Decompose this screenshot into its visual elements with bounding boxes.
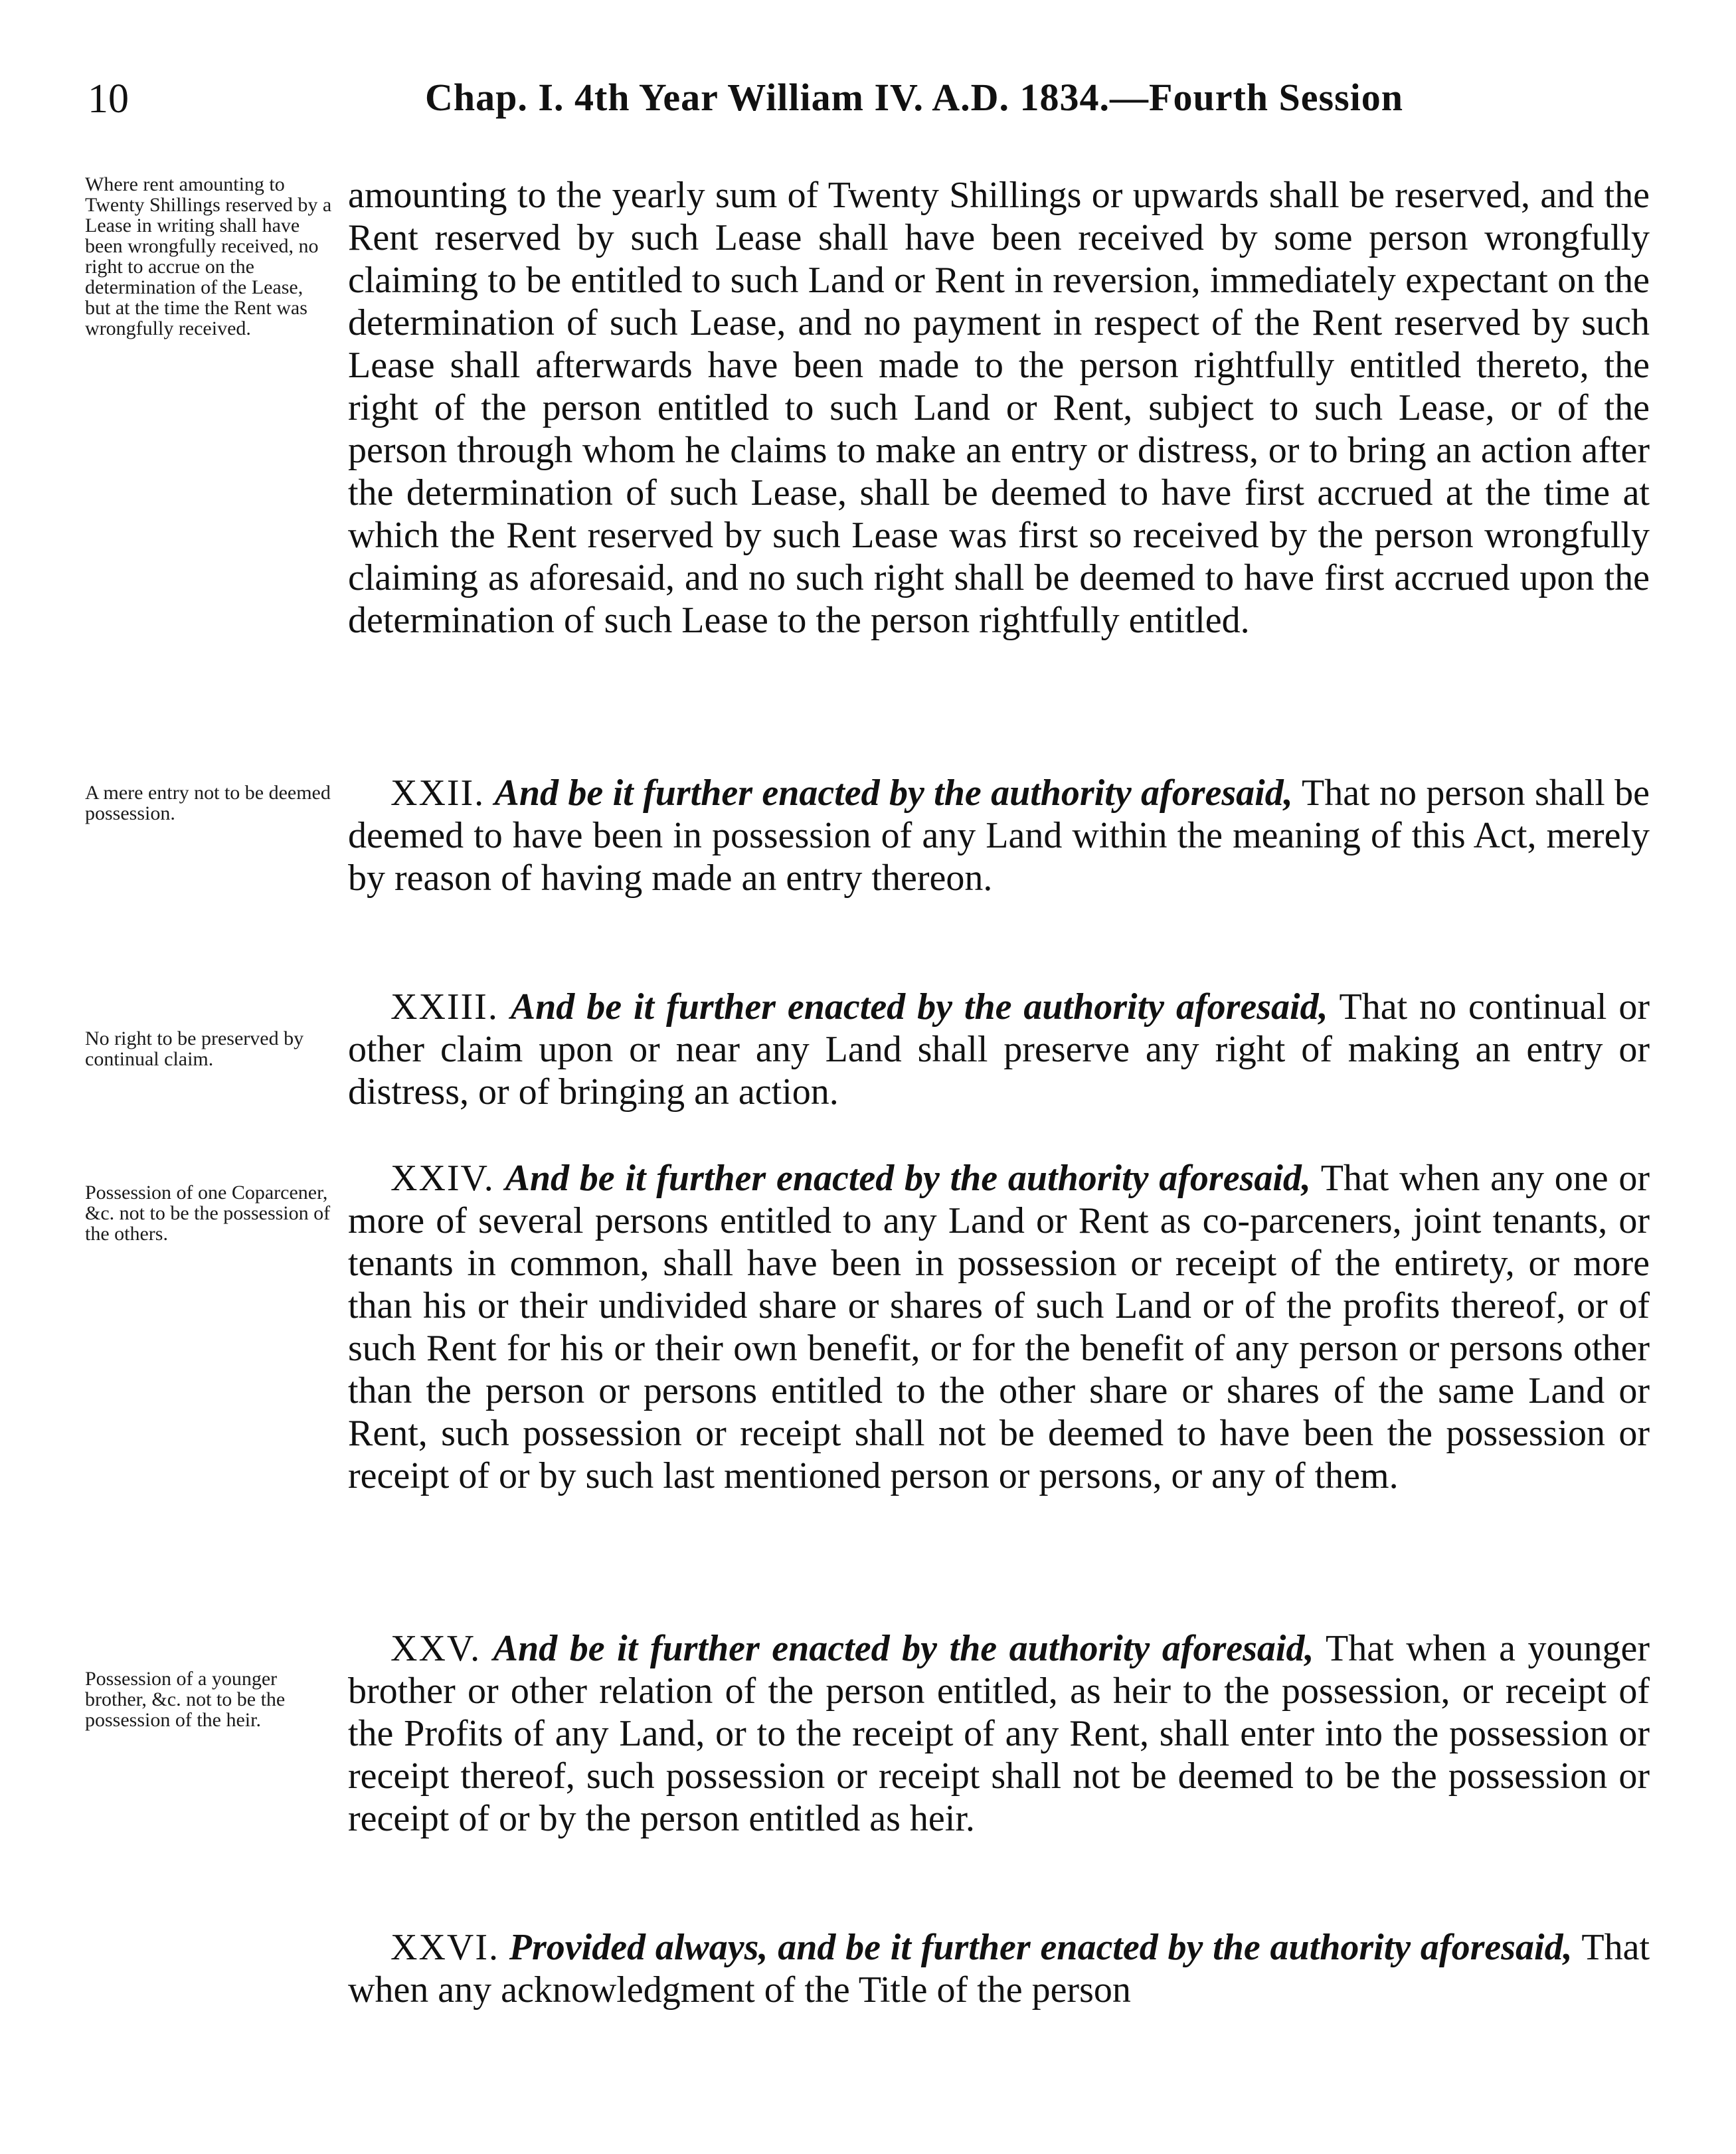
enacting-clause: And be it further enacted by the authority aforesaid, — [494, 772, 1293, 814]
margin-note: Possession of one Coparcener, &c. not to be the possession of the others. — [85, 1182, 331, 1245]
section-number: XXIII. — [391, 986, 499, 1028]
margin-note: A mere entry not to be deemed possession. — [85, 782, 331, 824]
paragraph-text: amounting to the yearly sum of Twenty Shillings or upwards shall be reserved, and the Rent reserved by such Lease shall have been received by some person wrongfully claiming to be entitled to such Land or Rent in reversion, immediately expectant on the determination of such Lease, and no payment in respect of the Rent reserved by such Lease shall afterwards have been made to the person rightfully entitled thereto, the right of the person entitled to such Land or Rent, subject to such Lease, or of the person through whom he claims to make an entry or distress, or to bring an action after the determination of such Lease, shall be deemed to have first accrued at the time at which the Rent reserved by such Lease was first so received by the person wrongfully claiming as aforesaid, and no such right shall be deemed to have first accrued upon the determination of such Lease to the person rightfully entitled. — [348, 175, 1650, 641]
enacting-clause: And be it further enacted by the authority aforesaid, — [510, 986, 1328, 1028]
section-text: That no person shall be deemed to have been in possession of any Land within the meaning of this Act, merely by reason of having made an entry thereon. — [348, 772, 1650, 899]
running-head: Chap. I. 4th Year William IV. A.D. 1834.—Fourth Session — [425, 76, 1404, 119]
section-xxiv — [348, 1157, 1650, 1497]
paragraph-continued — [348, 174, 1650, 642]
section-number: XXVI. — [391, 1927, 499, 1968]
section-xxiii — [348, 986, 1650, 1113]
section-xxvi — [348, 1926, 1650, 2011]
section-number: XXII. — [391, 772, 485, 814]
enacting-clause: Provided always, and be it further enacted by the authority aforesaid, — [509, 1927, 1573, 1968]
section-text: That no continual or other claim upon or near any Land shall preserve any right of making an entry or distress, or of bringing an action. — [348, 986, 1650, 1113]
margin-note: Where rent amounting to Twenty Shillings reserved by a Lease in writing shall have been wrongfully received, no right to accrue on the determination of the Lease, but at the time the Rent was wrongfully received. — [85, 173, 332, 339]
section-text: That when any acknowledgment of the Title of the person — [348, 1927, 1650, 2011]
section-text: That when a younger brother or other relation of the person entitled, as heir to the possession, or receipt of the Profits of any Land, or to the receipt of any Rent, shall enter into the possession or receipt thereof, such possession or receipt shall not be deemed to be the possession or receipt of or by the person entitled as heir. — [348, 1628, 1650, 1839]
enacting-clause: And be it further enacted by the authority aforesaid, — [505, 1158, 1311, 1199]
margin-note: Possession of a younger brother, &c. not to be the possession of the heir. — [85, 1668, 286, 1731]
margin-note: No right to be preserved by continual claim. — [85, 1028, 304, 1070]
section-number: XXV. — [391, 1628, 481, 1669]
section-xxii — [348, 772, 1650, 899]
enacting-clause: And be it further enacted by the authority aforesaid, — [493, 1628, 1314, 1669]
section-text: That when any one or more of several persons entitled to any Land or Rent as co-parceners, joint tenants, or tenants in common, shall have been in possession or receipt of the entirety, or more than his or their undivided share or shares of such Land or of the profits thereof, or of such Rent for his or their own benefit, or for the benefit of any person or persons other than the person or persons entitled to the other share or shares of the same Land or Rent, such possession or receipt shall not be deemed to have been the possession or receipt of or by such last mentioned person or persons, or any of them. — [348, 1158, 1650, 1496]
section-number: XXIV. — [391, 1158, 495, 1199]
page-number: 10 — [88, 76, 129, 122]
section-xxv — [348, 1627, 1650, 1840]
